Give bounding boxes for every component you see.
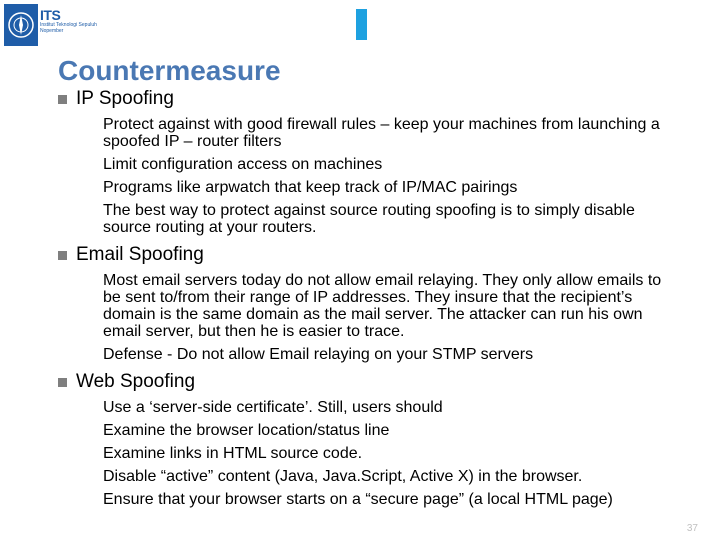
list-item: Ensure that your browser starts on a “secure page” (a local HTML page) xyxy=(103,491,613,508)
list-item: Programs like arpwatch that keep track of IP/MAC pairings xyxy=(103,179,518,196)
logo-name: ITS xyxy=(40,7,61,23)
list-item: Protect against with good firewall rules – keep your machines from launching a spoofed IP – router filters xyxy=(103,116,660,150)
list-item: Limit configuration access on machines xyxy=(103,156,383,173)
logo-text xyxy=(40,8,100,34)
list-item: Examine links in HTML source code. xyxy=(103,445,363,462)
square-bullet-icon xyxy=(58,378,67,387)
section-heading: Email Spoofing xyxy=(58,244,698,266)
square-bullet-icon xyxy=(58,95,67,104)
list-item: The best way to protect against source routing spoofing is to simply disable source routing at your routers. xyxy=(103,202,635,236)
list-item: Defense - Do not allow Email relaying on your STMP servers xyxy=(103,346,534,363)
slide-title: Countermeasure xyxy=(58,55,281,86)
slide-content xyxy=(58,88,698,516)
page-number: 37 xyxy=(686,523,698,534)
square-bullet-icon xyxy=(58,251,67,260)
list-item: Most email servers today do not allow email relaying. They only allow emails to be sent to/from their range of IP addresses. They insure that the recipient’s domain is the same domain as the mail server. The attacker can run his own email server, but then he is easier to trace. xyxy=(103,272,662,340)
list-item: Disable “active” content (Java, Java.Script, Active X) in the browser. xyxy=(103,468,583,485)
section-ip-spoofing xyxy=(58,88,698,236)
section-email-spoofing xyxy=(58,244,698,363)
its-seal-logo xyxy=(4,4,38,46)
logo-subtitle: Institut Teknologi Sepuluh Nopember xyxy=(40,22,97,34)
section-web-spoofing xyxy=(58,371,698,508)
list-item: Examine the browser location/status line xyxy=(103,422,390,439)
section-heading: IP Spoofing xyxy=(58,88,698,110)
accent-bar xyxy=(356,9,367,40)
list-item: Use a ‘server-side certificate’. Still, users should xyxy=(103,399,443,416)
section-heading: Web Spoofing xyxy=(58,371,698,393)
